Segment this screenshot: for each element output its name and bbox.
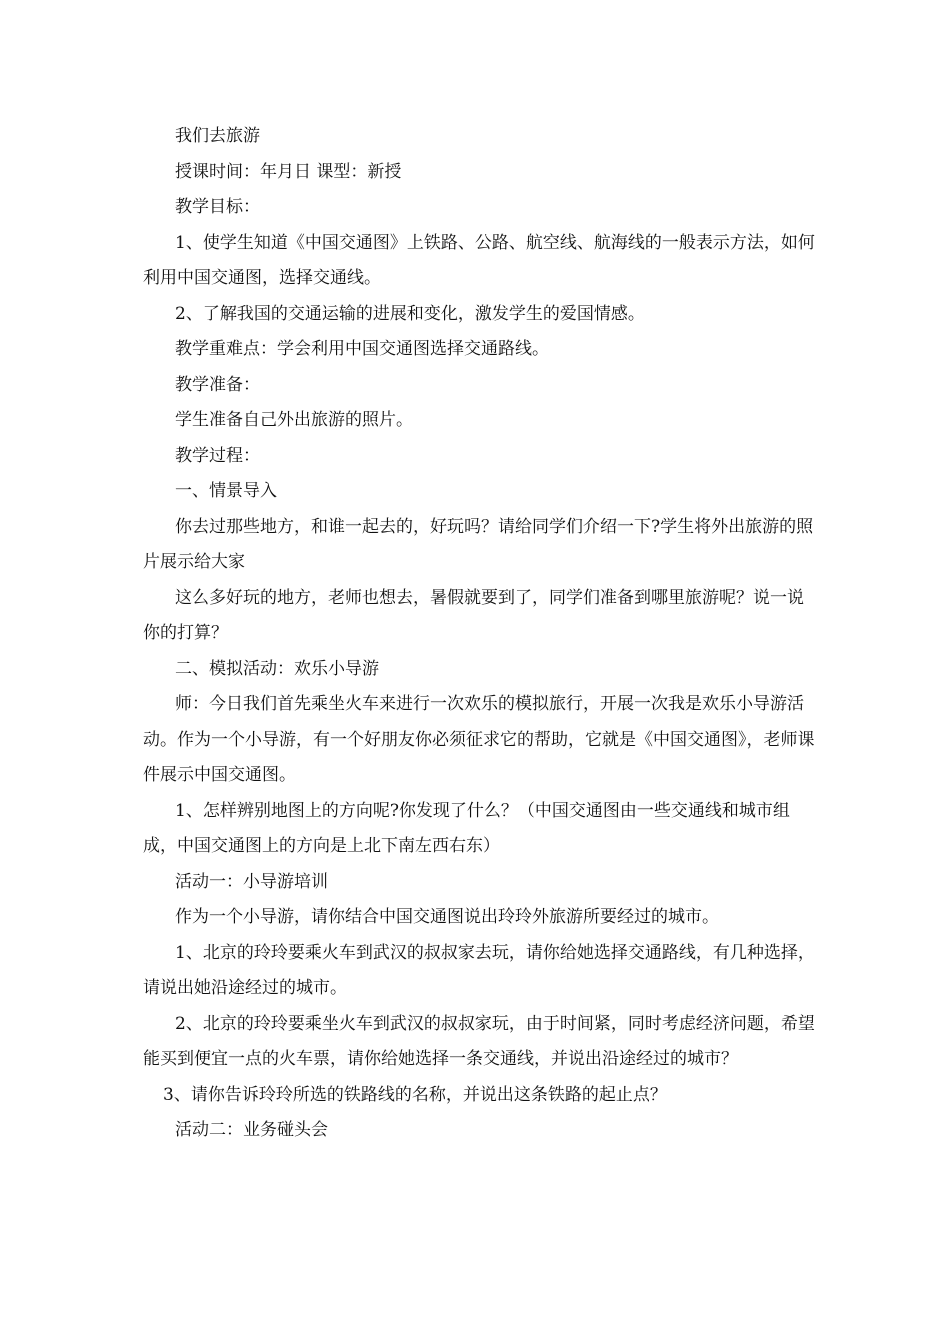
section-1-paragraph-1: 你去过那些地方，和谁一起去的，好玩吗？请给同学们介绍一下?学生将外出旅游的照片展示给大家 [143,516,814,572]
activity-1-question-2: 2、北京的玲玲要乘坐火车到武汉的叔叔家玩，由于时间紧，同时考虑经济问题，希望能买到便宜一点的火车票，请你给她选择一条交通线，并说出沿途经过的城市？ [143,1013,815,1069]
objective-1: 1、使学生知道《中国交通图》上铁路、公路、航空线、航海线的一般表示方法，如何利用中国交通图，选择交通线。 [143,232,815,288]
preparation-heading: 教学准备： [175,374,260,395]
lesson-title: 我们去旅游 [175,126,260,146]
objective-2: 2、了解我国的交通运输的进展和变化，激发学生的爱国情感。 [175,303,645,324]
activity-2-heading: 活动二：业务碰头会 [175,1120,328,1140]
lesson-time-type: 授课时间：年月日 课型：新授 [175,161,402,182]
document-body [143,119,818,1149]
activity-1-question-1: 1、北京的玲玲要乘火车到武汉的叔叔家去玩，请你给她选择交通路线，有几种选择，请说出她沿途经过的城市。 [143,942,815,998]
activity-1-heading: 活动一：小导游培训 [175,871,328,892]
key-difficulty: 教学重难点：学会利用中国交通图选择交通路线。 [175,339,549,359]
activity-1-intro: 作为一个小导游，请你结合中国交通图说出玲玲外旅游所要经过的城市。 [175,907,719,927]
process-heading: 教学过程： [175,445,260,466]
section-1-paragraph-2: 这么多好玩的地方，老师也想去，暑假就要到了，同学们准备到哪里旅游呢？说一说你的打算？ [143,587,804,643]
preparation-item: 学生准备自己外出旅游的照片。 [175,410,413,430]
section-1-heading: 一、情景导入 [175,481,277,501]
section-2-heading: 二、模拟活动：欢乐小导游 [175,658,379,679]
section-2-question-1: 1、怎样辨别地图上的方向呢?你发现了什么？（中国交通图由一些交通线和城市组成，中国交通图上的方向是上北下南左西右东） [143,800,790,856]
section-2-paragraph-1: 师：今日我们首先乘坐火车来进行一次欢乐的模拟旅行，开展一次我是欢乐小导游活动。作为一个小导游，有一个好朋友你必须征求它的帮助，它就是《中国交通图》，老师课件展示中国交通图。 [143,694,815,785]
activity-1-question-3: 3、请你告诉玲玲所选的铁路线的名称，并说出这条铁路的起止点？ [163,1084,667,1105]
objectives-heading: 教学目标： [175,197,260,217]
